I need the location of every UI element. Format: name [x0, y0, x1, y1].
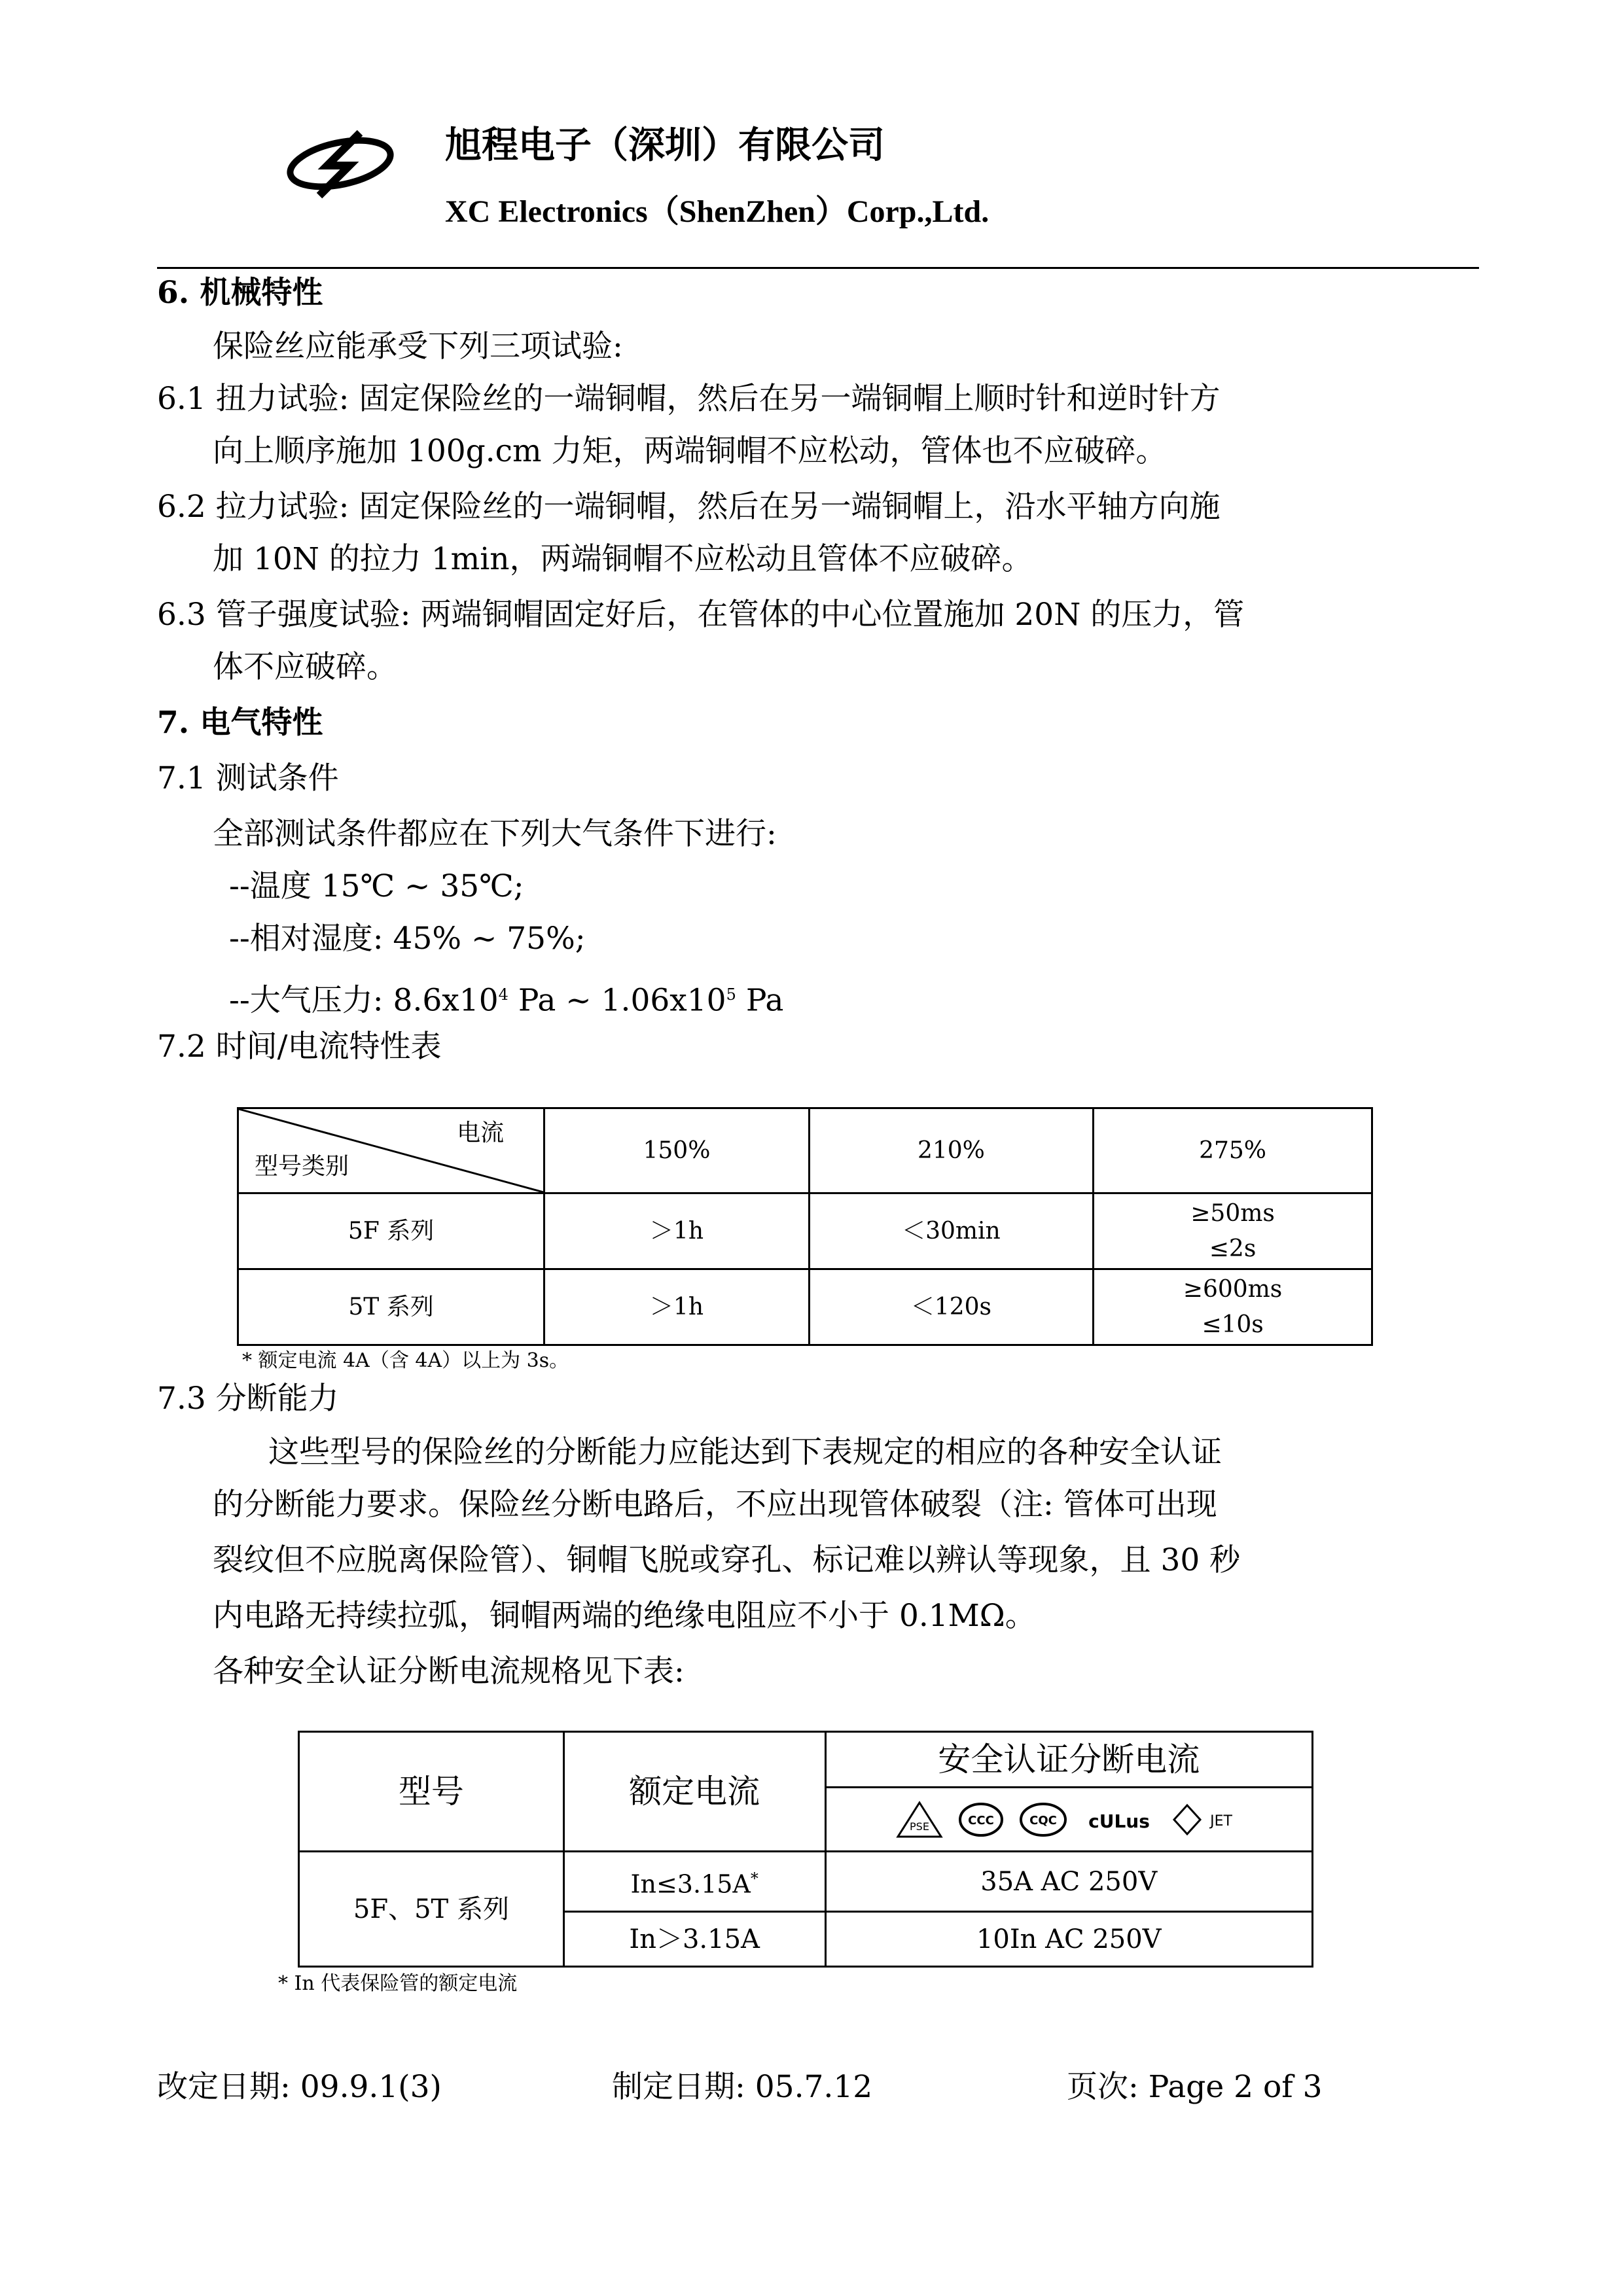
- table-corner-cell: [238, 1108, 544, 1193]
- company-logo: [281, 128, 399, 200]
- corner-label-type: 型号类别: [255, 1153, 349, 1180]
- cert-marks-cell: [825, 1788, 1313, 1852]
- section-7-title: 7. 电气特性: [157, 705, 323, 741]
- table-cell: ≥600ms ≤10s: [1094, 1269, 1372, 1345]
- condition-humidity: --相对湿度: 45% ~ 75%;: [229, 921, 586, 957]
- revised-date: 改定日期: 09.9.1(3): [157, 2069, 442, 2105]
- section-7-2-title: 7.2 时间/电流特性表: [157, 1029, 442, 1065]
- condition-temperature: --温度 15℃ ~ 35℃;: [229, 868, 524, 904]
- breaking-cell: 35A AC 250V: [825, 1852, 1313, 1912]
- section-7-3-para-line3: 裂纹但不应脱离保险管）、铜帽飞脱或穿孔、标记难以辨认等现象，且 30 秒: [213, 1542, 1241, 1578]
- rated-cell: In＞3.15A: [563, 1912, 825, 1967]
- svg-text:PSE: PSE: [910, 1820, 930, 1833]
- header-rule: [157, 267, 1479, 269]
- section-7-3-title: 7.3 分断能力: [157, 1381, 339, 1417]
- page-number: 页次: Page 2 of 3: [1067, 2069, 1323, 2105]
- pse-mark-icon: [895, 1800, 944, 1839]
- section-6-2-line2: 加 10N 的拉力 1min，两端铜帽不应松动且管体不应破碎。: [213, 541, 1033, 577]
- table-cell: ＜120s: [809, 1269, 1093, 1345]
- svg-text:cULus: cULus: [1088, 1810, 1150, 1832]
- svg-text:JET: JET: [1210, 1812, 1233, 1829]
- col-rated-header: 额定电流: [563, 1732, 825, 1852]
- table-cell: ＞1h: [544, 1269, 810, 1345]
- section-6-2-line1: 6.2 拉力试验: 固定保险丝的一端铜帽，然后在另一端铜帽上，沿水平轴方向施: [157, 489, 1221, 525]
- table1-footnote: * 额定电流 4A（含 4A）以上为 3s。: [242, 1349, 569, 1372]
- breaking-cell: 10In AC 250V: [825, 1912, 1313, 1967]
- section-6-1-line2: 向上顺序施加 100g.cm 力矩，两端铜帽不应松动，管体也不应破碎。: [213, 433, 1167, 469]
- section-7-1-title: 7.1 测试条件: [157, 760, 339, 796]
- cqc-mark-icon: [1018, 1801, 1068, 1838]
- created-date: 制定日期: 05.7.12: [612, 2069, 873, 2105]
- section-7-1-intro: 全部测试条件都应在下列大气条件下进行:: [213, 816, 777, 852]
- jet-mark-icon: [1170, 1801, 1242, 1838]
- table-cell: ≥50ms ≤2s: [1094, 1193, 1372, 1269]
- table-row: [299, 1852, 1313, 1912]
- corner-label-current: 电流: [457, 1120, 505, 1146]
- section-7-3-para-line2: 的分断能力要求。保险丝分断电路后，不应出现管体破裂（注: 管体可出现: [213, 1487, 1217, 1523]
- ul-mark-icon: [1082, 1801, 1156, 1838]
- section-6-3-line1: 6.3 管子强度试验: 两端铜帽固定好后，在管体的中心位置施加 20N 的压力，管: [157, 597, 1245, 633]
- table-row: [238, 1193, 1372, 1269]
- svg-text:CCC: CCC: [968, 1813, 995, 1828]
- svg-text:CQC: CQC: [1029, 1813, 1058, 1828]
- col-model-header: 型号: [299, 1732, 564, 1852]
- time-current-table: [237, 1107, 1373, 1346]
- section-6-intro: 保险丝应能承受下列三项试验:: [213, 328, 623, 364]
- rated-cell: In≤3.15A*: [563, 1852, 825, 1912]
- col-cert-header: 安全认证分断电流: [825, 1732, 1313, 1788]
- table-header-cell: 275%: [1094, 1108, 1372, 1193]
- table-cell-type: 5T 系列: [238, 1269, 544, 1345]
- section-7-3-para-line4: 内电路无持续拉弧，铜帽两端的绝缘电阻应不小于 0.1MΩ。: [213, 1598, 1036, 1634]
- model-cell: 5F、5T 系列: [299, 1852, 564, 1967]
- breaking-capacity-table: [298, 1731, 1313, 1968]
- table-header-cell: 150%: [544, 1108, 810, 1193]
- table-header-cell: 210%: [809, 1108, 1093, 1193]
- company-name-en: XC Electronics（ShenZhen）Corp.,Ltd.: [445, 194, 990, 229]
- table-cell-type: 5F 系列: [238, 1193, 544, 1269]
- section-6-1-line1: 6.1 扭力试验: 固定保险丝的一端铜帽，然后在另一端铜帽上顺时针和逆时针方: [157, 381, 1221, 417]
- table2-footnote: * In 代表保险管的额定电流: [278, 1972, 518, 1995]
- ccc-mark-icon: [958, 1801, 1004, 1838]
- table-cell: ＜30min: [809, 1193, 1093, 1269]
- company-name-cn: 旭程电子（深圳）有限公司: [445, 124, 885, 167]
- condition-pressure: --大气压力: $8.6x10^4$ Pa ~ $1.06x10^5$ Pa: [229, 982, 784, 1019]
- section-6-title: 6. 机械特性: [157, 275, 323, 311]
- table-row: [238, 1269, 1372, 1345]
- section-7-3-para-line1: 这些型号的保险丝的分断能力应能达到下表规定的相应的各种安全认证: [268, 1434, 1222, 1470]
- section-7-3-para-line5: 各种安全认证分断电流规格见下表:: [213, 1653, 685, 1689]
- section-6-3-line2: 体不应破碎。: [213, 649, 397, 685]
- table-cell: ＞1h: [544, 1193, 810, 1269]
